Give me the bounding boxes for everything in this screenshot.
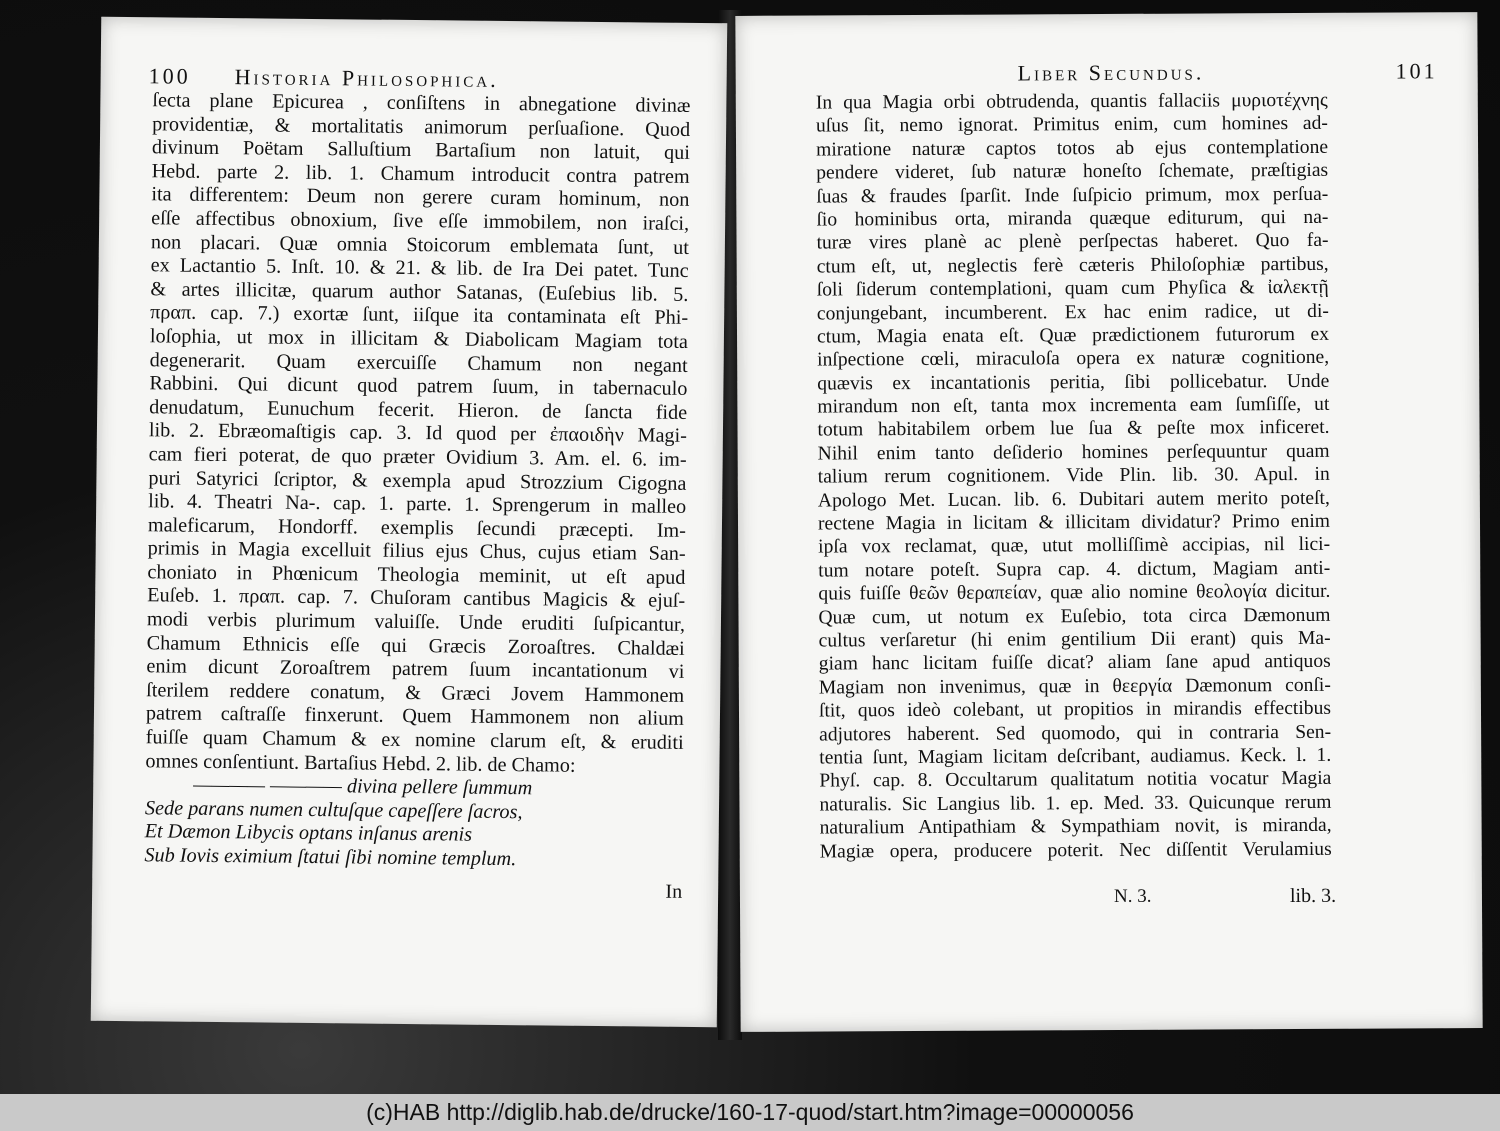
text-line: adjutores haberent. Sed quomodo, qui in contraria Sen- <box>819 721 1332 746</box>
text-line: choniato in Phœnicum Theologia meminit, ut eſt apud <box>147 561 686 589</box>
text-line: omnes conſentiunt. Bartaſius Hebd. 2. lib. de Chamo: <box>145 749 576 777</box>
text-line: cam fieri poterat, de quo præter Ovidium 3. Am. el. 6. im- <box>148 443 687 471</box>
copyright-footer: (c)HAB http://diglib.hab.de/drucke/160-17-quod/start.htm?image=00000056 <box>0 1094 1500 1131</box>
text-line: cultus verſaretur (hi enim gentilium Dii erant) quis Ma- <box>818 627 1331 652</box>
text-line: ctum, Magia enata eſt. Quæ prædictionem futurorum ex <box>816 323 1330 348</box>
text-line: ex Lactantio 5. Inſt. 10. & 21. & lib. de Ira Dei patet. Tunc <box>150 254 689 283</box>
text-line: non placari. Quæ omnia Stoicorum emblemata ſunt, ut <box>150 230 690 259</box>
right-page-text <box>816 89 1332 864</box>
left-running-title: Historia Philosophica. <box>234 64 499 92</box>
text-line: quævis ex incantationis peritia, ſibi pollicebatur. Unde <box>817 370 1330 395</box>
verse-line: Et Dæmon Libycis optans inſanus arenis <box>144 820 473 847</box>
text-line: turæ vires planè ac plenè perſpectas haberet. Quo fa- <box>816 230 1329 254</box>
text-line: Quæ cum, ut notum ex Euſebio, tota circa Dæmonum <box>818 604 1331 629</box>
right-running-title: Liber Secundus. <box>1017 59 1205 86</box>
text-line: Magiæ opera, producere poterit. Nec diſſentit Verulamius <box>819 838 1332 863</box>
text-line: degenerarit. Quam exercuiſſe Chamum non negant <box>149 348 688 377</box>
text-line: tentia ſunt, Magiam licitam deſcribant, audiamus. Keck. l. 1. <box>819 744 1332 769</box>
text-line: Phyſ. cap. 8. Occultarum qualitatum notitia vocatur Magia <box>819 768 1332 792</box>
text-line: puri Satyrici ſcriptor, & exempla apud Strozzium Cigogna <box>148 466 687 495</box>
text-line: eſſe affectibus obnoxium, ſive eſſe immobilem, non iraſci, <box>151 207 690 235</box>
text-line: Chamum Ethnicis eſſe qui Græcis Zoroaſtres. Chaldæi <box>146 631 685 660</box>
text-line: fuiſſe quam Chamum & ex nomine clarum eſt, & eruditi <box>145 726 684 754</box>
right-signature-mark: N. 3. <box>1113 885 1152 907</box>
text-line: ita differentem: Deum non gerere curam hominum, non <box>151 183 690 212</box>
text-line: ſuas & fraudes ſparſit. Inde ſuſpicio primum, mox perſua- <box>816 183 1329 208</box>
text-line: tum notare poteſt. Supra cap. 4. dictum, Magiam anti- <box>818 557 1331 582</box>
text-line: quis fuiſſe θεῶν θεραπείαν, quæ alio nomine θεολογία dicitur. <box>818 581 1331 605</box>
verse-line: ———— ———— divina pellere ſummum <box>193 773 533 800</box>
text-line: lib. 4. Theatri Na-. cap. 1. parte. 1. Sprengerum in malleo <box>148 490 687 518</box>
text-line: rectene Magia in licitam & illicitam dividatur? Primo enim <box>817 510 1331 535</box>
text-line: Apologo Met. Lucan. lib. 6. Dubitari autem merito poteſt, <box>817 487 1330 512</box>
text-line: In qua Magia orbi obtrudenda, quantis fallaciis μυριοτέχνης <box>815 89 1328 114</box>
text-line: ſecta plane Epicurea , conſiſtens in abnegatione divinæ <box>152 89 691 117</box>
left-page-number: 100 <box>148 63 191 89</box>
text-line: naturalium Antipathiam & Sympathiam novit, is miranda, <box>819 814 1332 839</box>
right-page-number: 101 <box>1395 58 1438 84</box>
text-line: talium rerum cognitionem. Vide Plin. lib. 30. Apul. in <box>817 464 1330 488</box>
text-line: & artes illicitæ, quarum author Satanas, (Euſebius lib. 5. <box>150 278 689 306</box>
right-page <box>735 12 1482 1032</box>
verse-line: Sede parans numen cultuſque capeſſere ſacros, <box>144 797 523 824</box>
text-line: ipſa vox reclamat, quæ, utut molliſſimè accipias, nil lici- <box>818 534 1331 558</box>
text-line: Euſeb. 1. πραπ. cap. 7. Chuſoram cantibus Magicis & ejuſ- <box>147 584 686 613</box>
text-line: ſoli ſiderum contemplationi, quam cum Phyſica & ἰαλεκτῇ <box>816 276 1329 301</box>
text-line: enim dicunt Zoroaſtrem patrem ſuum incantationum vi <box>146 655 685 684</box>
right-page-header <box>784 58 1438 91</box>
text-line: ſio hominibus orta, miranda quæque editurum, qui na- <box>816 206 1329 231</box>
text-line: πραπ. cap. 7.) exortæ ſunt, iiſque ita contaminata eſt Phi- <box>150 301 689 330</box>
text-line: inſpectione cœli, miraculoſa opera ex naturæ cognitione, <box>817 347 1330 371</box>
text-line: uſus ſit, nemo ignorat. Primitus enim, cum homines ad- <box>815 113 1328 137</box>
left-catchword: In <box>665 880 683 903</box>
right-catchword: lib. 3. <box>1289 884 1337 908</box>
text-line: mirandum non eſt, tanta mox incrementa eam ſumſiſſe, ut <box>817 393 1330 418</box>
text-line: giam hanc licitam fuiſſe dicat? aliam ſane apud antiquos <box>818 651 1331 675</box>
text-line: Hebd. parte 2. lib. 1. Chamum introducit contra patrem <box>151 160 690 188</box>
text-line: patrem caſtraſſe finxerunt. Quem Hammonem non alium <box>145 702 685 731</box>
text-line: providentiæ, & mortalitatis animorum perſuaſione. Quod <box>152 112 691 141</box>
text-line: ſterilem reddere conatum, & Græci Jovem Hammonem <box>146 679 685 707</box>
left-page <box>91 17 727 1028</box>
text-line: Nihil enim tanto deſiderio homines perſequuntur quam <box>817 440 1330 465</box>
text-line: lib. 2. Ebræomaſtigis cap. 3. Id quod per ἐπαοιδὴν Magi- <box>148 419 688 448</box>
text-line: modi verbis plurimum valuiſſe. Unde eruditi ſuſpicantur, <box>146 608 686 636</box>
text-line: naturalis. Sic Langius lib. 1. ep. Med. 33. Quicunque rerum <box>819 791 1332 816</box>
left-page-text <box>144 89 690 873</box>
text-line: Rabbini. Qui dicunt quod patrem ſuum, in tabernaculo <box>149 372 688 401</box>
text-line: primis in Magia excelluit filius ejus Chus, cujus etiam San- <box>147 537 686 566</box>
text-line: ſtit, quos ideò colebant, ut propitios in mirandis effectibus <box>818 697 1332 722</box>
text-line: loſophia, ut mox in illicitam & Diabolicam Magiam tota <box>149 325 689 353</box>
text-line: conjungebant, incumberent. Ex hac enim radice, ut di- <box>816 300 1329 325</box>
text-line: Magiam non invenimus, quæ in θεεργία Dæmonum conſi- <box>818 674 1331 699</box>
text-line: miratione naturæ captos totos ab ejus contemplatione <box>815 136 1329 161</box>
text-line: maleficarum, Hondorff. exemplis ſecundi præcepti. Im- <box>147 513 687 542</box>
verse-line: Sub Iovis eximium ſtatui ſibi nomine templum. <box>144 844 517 871</box>
text-line: totum habitabilem orbem lue ſua & peſte mox inficeret. <box>817 417 1330 441</box>
text-line: denudatum, Eunuchum fecerit. Hieron. de ſancta fide <box>149 395 688 424</box>
text-line: divinum Poëtam Salluſtium Bartaſium non latuit, qui <box>151 136 690 165</box>
text-line: pendere videret, ſub naturæ honeſto ſchemate, præſtigias <box>816 160 1329 184</box>
text-line: ctum eſt, ut, neglectis ferè cæteris Philoſophiæ partibus, <box>816 253 1329 278</box>
